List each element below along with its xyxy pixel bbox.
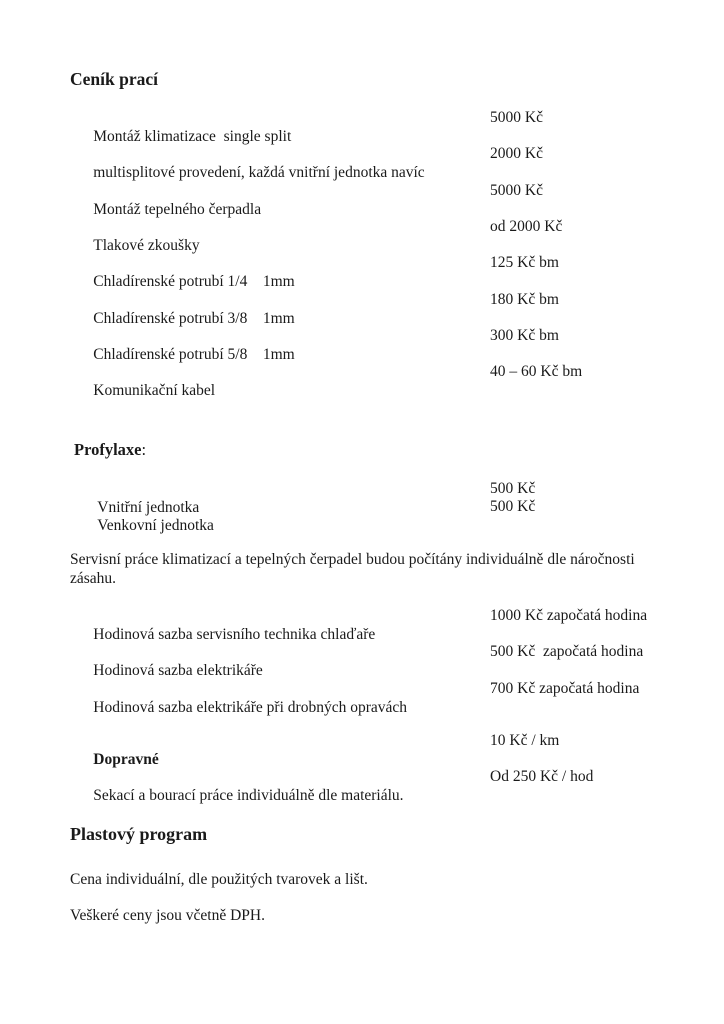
item-price: 300 Kč bm xyxy=(490,327,559,345)
item-label: Chladírenské potrubí 3/8 1mm xyxy=(93,309,295,327)
table-row xyxy=(70,181,655,217)
hourly-rates-table xyxy=(70,606,655,715)
plastic-program-line1: Cena individuální, dle použitých tvarovek a lišt. xyxy=(70,871,368,888)
profylaxe-table xyxy=(74,479,659,535)
plastic-program-heading: Plastový program xyxy=(70,824,208,844)
transport-table xyxy=(70,731,655,804)
item-label: Tlakové zkoušky xyxy=(93,237,200,255)
profylaxe-heading-text: Profylaxe xyxy=(74,440,142,459)
item-price: 500 Kč xyxy=(490,480,536,497)
document-title: Ceník prací xyxy=(70,69,158,89)
item-price: 700 Kč započatá hodina xyxy=(490,679,640,697)
item-label: Hodinová sazba servisního technika chlaďaře xyxy=(93,626,376,643)
table-row xyxy=(70,144,655,180)
work-price-table xyxy=(70,108,655,399)
item-label: Hodinová sazba elektrikáře při drobných opravách xyxy=(93,698,407,716)
table-row xyxy=(70,108,655,144)
transport-label: Dopravné xyxy=(93,751,159,768)
item-price: 1000 Kč započatá hodina xyxy=(490,607,648,624)
vat-note: Veškeré ceny jsou včetně DPH. xyxy=(70,907,265,924)
item-price: 500 Kč xyxy=(490,498,536,516)
demolition-label: Sekací a bourací práce individuálně dle materiálu. xyxy=(93,787,404,805)
item-label: multisplitové provedení, každá vnitřní jednotka navíc xyxy=(93,164,425,182)
table-row xyxy=(70,362,655,398)
item-label: Montáž klimatizace single split xyxy=(93,128,292,145)
item-label: Venkovní jednotka xyxy=(97,517,214,535)
table-row xyxy=(70,767,655,803)
item-label: Montáž tepelného čerpadla xyxy=(93,200,262,218)
table-row xyxy=(70,253,655,289)
item-price: 2000 Kč xyxy=(490,145,543,163)
table-row xyxy=(74,479,659,516)
item-price: 500 Kč započatá hodina xyxy=(490,643,644,661)
item-label: Vnitřní jednotka xyxy=(97,499,200,516)
table-row xyxy=(70,731,655,767)
item-price: 125 Kč bm xyxy=(490,254,559,272)
demolition-price: Od 250 Kč / hod xyxy=(490,768,594,786)
table-row xyxy=(74,497,659,535)
table-row xyxy=(70,642,655,678)
table-row xyxy=(70,290,655,326)
profylaxe-heading xyxy=(74,440,146,460)
item-label: Chladírenské potrubí 5/8 1mm xyxy=(93,346,295,364)
item-label: Komunikační kabel xyxy=(93,382,216,400)
item-label: Hodinová sazba elektrikáře xyxy=(93,662,263,680)
item-price: 40 – 60 Kč bm xyxy=(490,363,583,381)
table-row xyxy=(70,326,655,362)
service-note: Servisní práce klimatizací a tepelných čerpadel budou počítány individuálně dle náročnosti zásahu. xyxy=(70,551,635,587)
item-price: 5000 Kč xyxy=(490,109,543,126)
item-label: Chladírenské potrubí 1/4 1mm xyxy=(93,273,295,291)
profylaxe-heading-colon: : xyxy=(141,440,147,459)
item-price: od 2000 Kč xyxy=(490,218,563,236)
table-row xyxy=(70,217,655,253)
item-price: 5000 Kč xyxy=(490,181,543,199)
item-price: 180 Kč bm xyxy=(490,290,559,308)
transport-price: 10 Kč / km xyxy=(490,732,560,749)
table-row xyxy=(70,679,655,715)
table-row xyxy=(70,606,655,642)
